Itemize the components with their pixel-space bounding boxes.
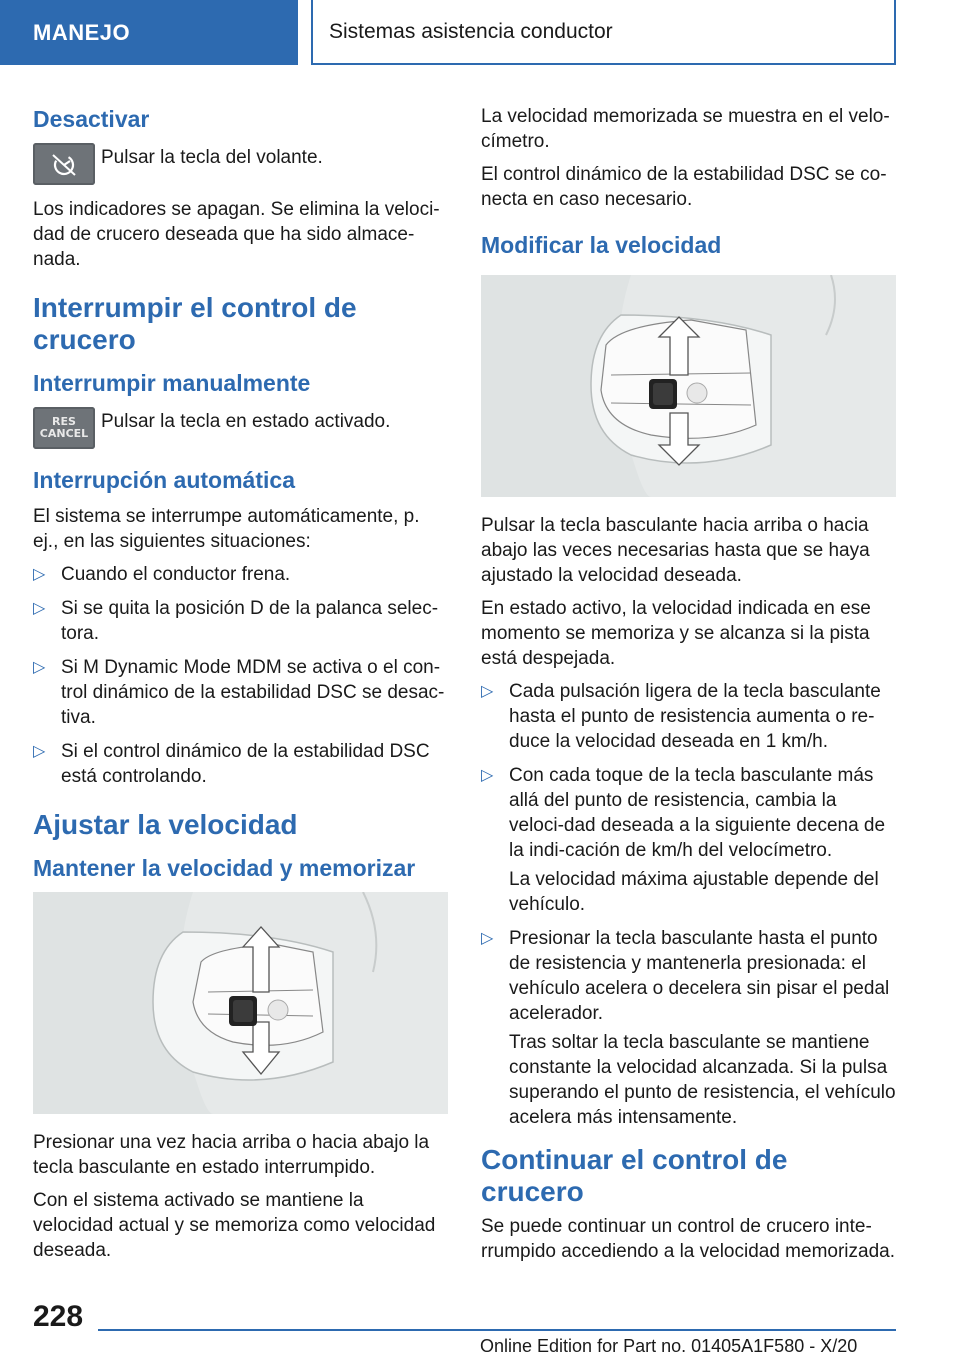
chapter-tab: MANEJO	[0, 0, 298, 65]
left-column	[33, 100, 448, 1271]
list-item: ▷ Si M Dynamic Mode MDM se activa o el con-trol dinámico de la estabilidad DSC se desac-tiva.	[33, 657, 445, 728]
list-item: ▷ Si se quita la posición D de la palanca selec-tora.	[33, 598, 439, 644]
modificar-list	[481, 679, 896, 1130]
triangle-bullet-icon: ▷	[481, 930, 494, 947]
list-item-note: La velocidad máxima ajustable depende del vehículo.	[509, 869, 879, 915]
section-title: Sistemas asistencia conductor	[311, 0, 896, 65]
heading-modificar: Modificar la velocidad	[481, 232, 722, 258]
heading-mantener: Mantener la velocidad y memorizar	[33, 855, 416, 881]
steering-wheel-figure	[33, 892, 448, 1114]
desactivar-paragraph: Los indicadores se apagan. Se elimina la veloci-dad de crucero deseada que ha sido almace-nada.	[33, 199, 440, 270]
continuar-paragraph: Se puede continuar un control de crucero inte-rrumpido accediendo a la velocidad memorizada.	[481, 1216, 896, 1262]
modificar-paragraph-2: En estado activo, la velocidad indicada en ese momento se memoriza y se alcanza si la pista está despejada.	[481, 598, 871, 669]
heading-desactivar: Desactivar	[33, 106, 150, 132]
desactivar-icon-text: Pulsar la tecla del volante.	[101, 147, 323, 168]
triangle-bullet-icon: ▷	[33, 659, 46, 676]
triangle-bullet-icon: ▷	[33, 743, 46, 760]
steering-wheel-figure-2	[481, 275, 896, 497]
auto-list	[33, 562, 448, 789]
heading-interrumpir: Interrumpir el control de crucero	[33, 292, 357, 355]
list-item-note: Tras soltar la tecla basculante se mantiene constante la velocidad alcanzada. Si la pulsa superando el punto de resistencia, el vehículo acelera más intensamente.	[509, 1032, 896, 1128]
mantener-paragraph-1: Presionar una vez hacia arriba o hacia abajo la tecla basculante en estado interrumpido.	[33, 1132, 430, 1178]
triangle-bullet-icon: ▷	[481, 683, 494, 700]
right-paragraph-2: El control dinámico de la estabilidad DSC se co-necta en caso necesario.	[481, 164, 887, 210]
list-item: ▷ Si el control dinámico de la estabilidad DSC está controlando.	[33, 741, 430, 787]
res-icon-line2: CANCEL	[39, 427, 89, 440]
manual-icon-text: Pulsar la tecla en estado activado.	[101, 411, 391, 432]
heading-auto: Interrupción automática	[33, 467, 295, 493]
heading-ajustar: Ajustar la velocidad	[33, 809, 298, 840]
list-item: ▷ Cada pulsación ligera de la tecla basculante hasta el punto de resistencia aumenta o re-duce la velocidad deseada en 1 km/h.	[481, 681, 881, 752]
triangle-bullet-icon: ▷	[481, 767, 494, 784]
right-column	[481, 104, 896, 1272]
desactivar-instruction	[33, 143, 448, 185]
auto-paragraph: El sistema se interrumpe automáticamente, p. ej., en las siguientes situaciones:	[33, 506, 420, 552]
triangle-bullet-icon: ▷	[33, 600, 46, 617]
list-item: ▷ Presionar la tecla basculante hasta el punto de resistencia y mantenerla presionada: el vehículo acelera o decelera sin pisar el pedal acelerador. Tras soltar la tecla basculante se mantiene constante la velocidad alcanzada. Si la pulsa superando el punto de resistencia, el vehículo acelera más intensamente.	[481, 928, 896, 1128]
modificar-paragraph-1: Pulsar la tecla basculante hacia arriba o hacia abajo las veces necesarias hasta que se haya ajustado la velocidad deseada.	[481, 515, 870, 586]
page-number: 228	[33, 1300, 84, 1333]
triangle-bullet-icon: ▷	[33, 566, 46, 583]
right-paragraph-1: La velocidad memorizada se muestra en el velo-címetro.	[481, 106, 890, 152]
list-item: ▷ Con cada toque de la tecla basculante más allá del punto de resistencia, cambia la veloci-dad deseada a la siguiente decena de la indi-cación de km/h del velocímetro. La velocidad máxima ajustable depende del vehículo.	[481, 763, 896, 917]
res-cancel-icon	[33, 407, 95, 449]
manual-instruction	[33, 407, 448, 449]
heading-continuar: Continuar el control de crucero	[481, 1144, 788, 1207]
heading-manual: Interrumpir manualmente	[33, 370, 311, 396]
cruise-control-off-icon	[33, 143, 95, 185]
edition-text: Online Edition for Part no. 01405A1F580 - X/20	[480, 1336, 858, 1356]
footer-divider	[98, 1329, 896, 1331]
list-item: ▷ Cuando el conductor frena.	[33, 564, 291, 585]
res-icon-line1: RES	[52, 415, 76, 428]
mantener-paragraph-2: Con el sistema activado se mantiene la velocidad actual y se memoriza como velocidad deseada.	[33, 1190, 436, 1261]
